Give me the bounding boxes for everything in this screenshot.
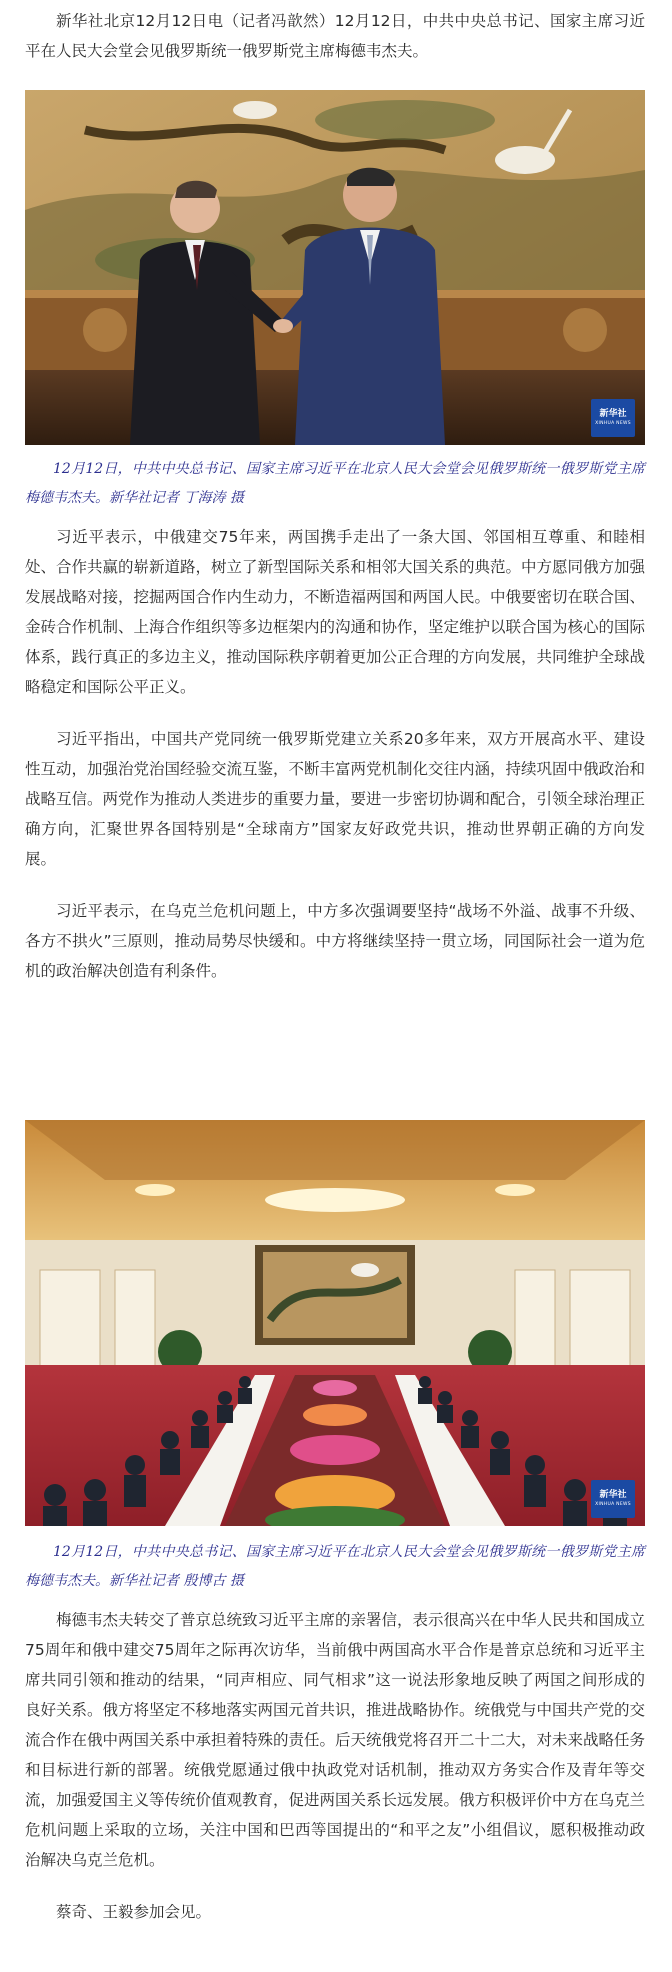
- body-paragraph: 梅德韦杰夫转交了普京总统致习近平主席的亲署信，表示很高兴在中华人民共和国成立75周年和俄中建交75周年之际再次访华，当前俄中两国高水平合作是普京总统和习近平主席共同引领和推动的结果，“同声相应、同气相求”这一说法形象地反映了两国之间形成的良好关系。俄方将坚定不移地落实两国元首共识，推进战略协作。统俄党与中国共产党的交流合作在俄中两国关系中承担着特殊的责任。后天统俄党将召开二十二大，对未来战略任务和目标进行新的部署。统俄党愿通过俄中执政党对话机制，推动双方务实合作及青年等交流，加强爱国主义等传统价值观教育，促进两国关系长远发展。俄方积极评价中方在乌克兰危机问题上采取的立场，关注中国和巴西等国提出的“和平之友”小组倡议，愿积极推动政治解决乌克兰危机。: [25, 1611, 646, 1869]
- handshake-photo: [25, 90, 645, 445]
- body-paragraph: 习近平表示，在乌克兰危机问题上，中方多次强调要坚持“战场不外溢、战事不升级、各方不拱火”三原则，推动局势尽快缓和。中方将继续坚持一贯立场，同国际社会一道为危机的政治解决创造有利条件。: [25, 902, 645, 980]
- meeting-hall-photo: [25, 1120, 645, 1526]
- body-paragraph: 习近平表示，中俄建交75年来，两国携手走出了一条大国、邻国相互尊重、和睦相处、合作共赢的崭新道路，树立了新型国际关系和相邻大国关系的典范。中方愿同俄方加强发展战略对接，挖掘两国合作内生动力，不断造福两国和两国人民。中俄要密切在联合国、金砖合作机制、上海合作组织等多边框架内的沟通和协作，坚定维护以联合国为核心的国际体系，践行真正的多边主义，推动国际秩序朝着更加公正合理的方向发展，共同维护全球战略稳定和国际公平正义。: [25, 528, 646, 696]
- lead-paragraph: 新华社北京12月12日电（记者冯歆然）12月12日，中共中央总书记、国家主席习近平在人民大会堂会见俄罗斯统一俄罗斯党主席梅德韦杰夫。: [25, 12, 645, 60]
- closing-paragraph: 蔡奇、王毅参加会见。: [56, 1903, 212, 1921]
- xinhua-logo: 新华社 XINHUA NEWS: [591, 399, 635, 437]
- photo-caption: 12月12日，中共中央总书记、国家主席习近平在北京人民大会堂会见俄罗斯统一俄罗斯党主席梅德韦杰夫。新华社记者 丁海涛 摄: [25, 461, 645, 506]
- photo-caption: 12月12日，中共中央总书记、国家主席习近平在北京人民大会堂会见俄罗斯统一俄罗斯党主席梅德韦杰夫。新华社记者 殷博古 摄: [25, 1544, 645, 1589]
- body-paragraph: 习近平指出，中国共产党同统一俄罗斯党建立关系20多年来，双方开展高水平、建设性互动，加强治党治国经验交流互鉴，不断丰富两党机制化交往内涵，持续巩固中俄政治和战略互信。两党作为推动人类进步的重要力量，要进一步密切协调和配合，引领全球治理正确方向，汇聚世界各国特别是“全球南方”国家友好政党共识，推动世界朝正确的方向发展。: [25, 730, 646, 868]
- xinhua-logo: 新华社 XINHUA NEWS: [591, 1480, 635, 1518]
